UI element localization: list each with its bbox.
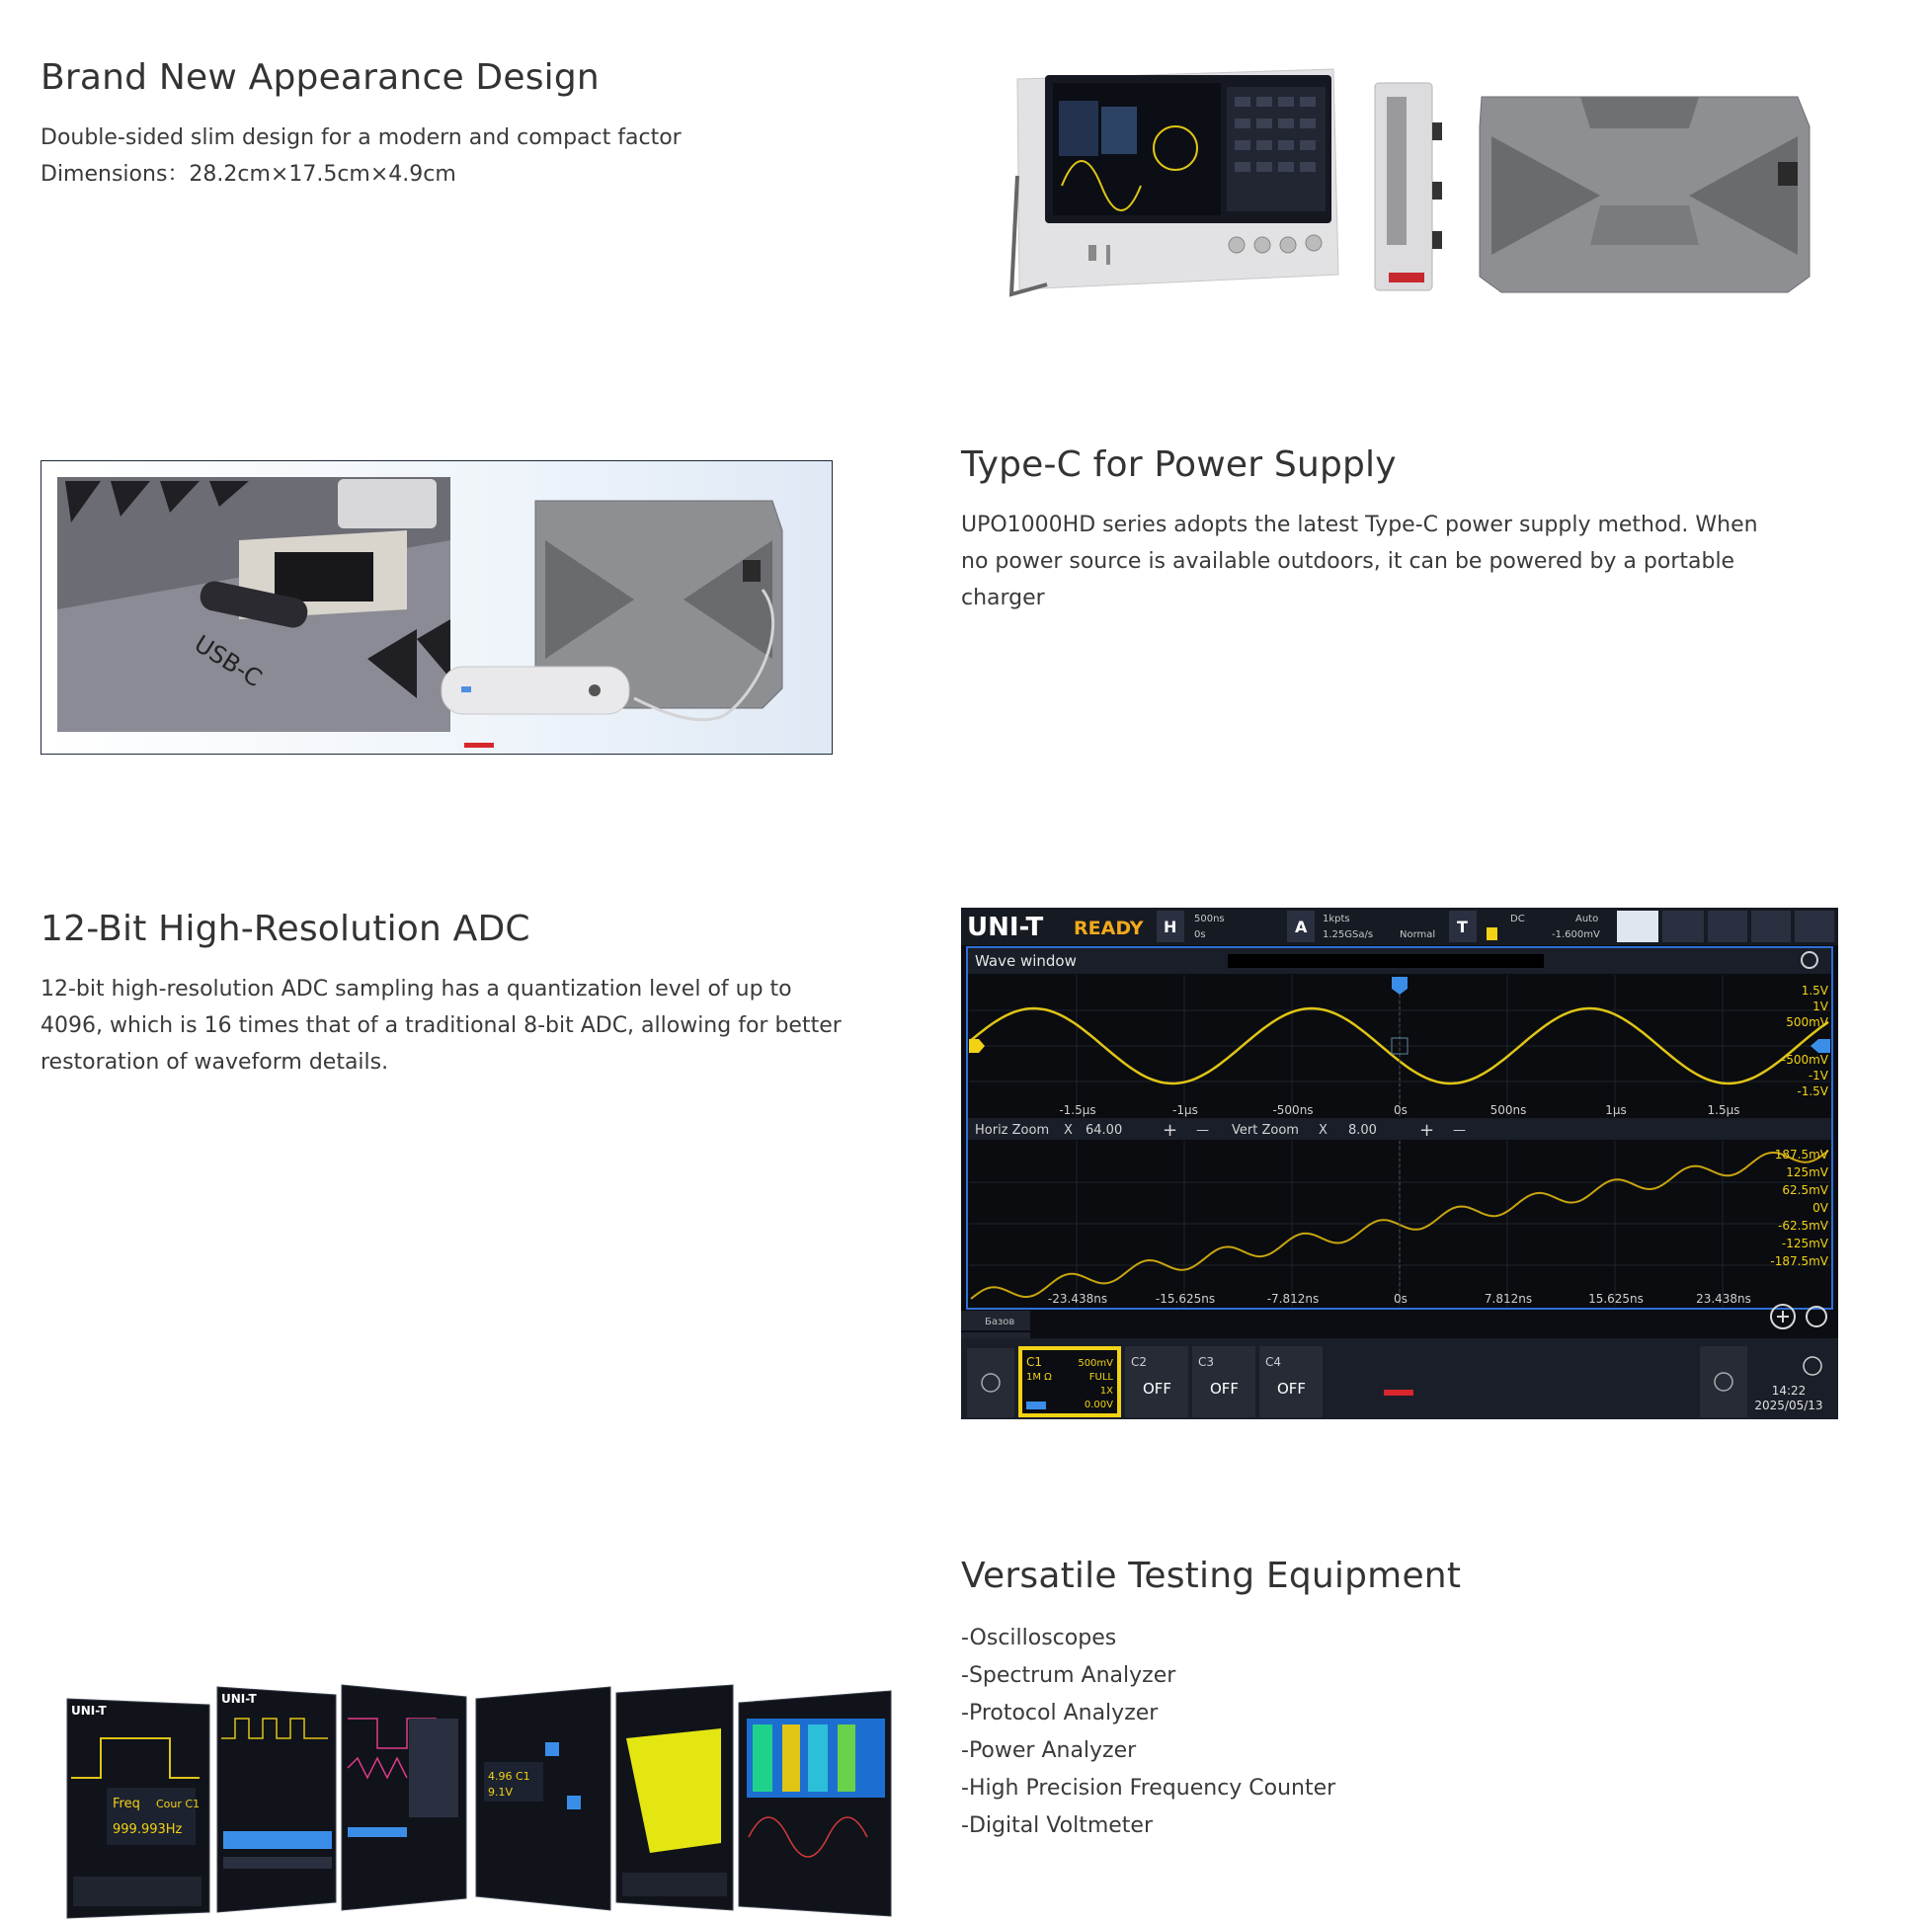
upper-x-ticks-0: -1.5μs xyxy=(1059,1103,1096,1117)
lower-y-ticks-1: 125mV xyxy=(1786,1165,1828,1179)
horiz-zoom-minus: — xyxy=(1196,1123,1209,1138)
device-views-image xyxy=(1007,57,1877,304)
lower-y-ticks-0: 187.5mV xyxy=(1774,1148,1828,1162)
collage-freq: Freq xyxy=(113,1797,140,1811)
c3-name: C3 xyxy=(1198,1355,1215,1369)
versatile-list xyxy=(961,1620,1335,1845)
typec-text xyxy=(961,507,1850,616)
slide-indicator-typec xyxy=(464,743,494,748)
upper-x-ticks-1: -1μs xyxy=(1172,1103,1198,1117)
scope-screen-svg xyxy=(961,908,1838,1419)
typec-image xyxy=(40,460,833,755)
appearance-text xyxy=(40,120,682,193)
usb-c-closeup xyxy=(57,477,450,732)
typec-title: Type-C for Power Supply xyxy=(961,444,1397,485)
collage-panel-2 xyxy=(217,1687,336,1912)
upper-y-ticks-3: -500mV xyxy=(1781,1053,1828,1067)
collage-panel-1 xyxy=(67,1699,209,1918)
c3-state: OFF xyxy=(1210,1380,1240,1398)
typec-line-1: UPO1000HD series adopts the latest Type-C power supply method. When xyxy=(961,513,1758,537)
appearance-line-1: Double-sided slim design for a modern and compact factor xyxy=(40,125,682,150)
vert-zoom-label: Vert Zoom xyxy=(1232,1123,1299,1138)
lower-y-ticks-2: 62.5mV xyxy=(1782,1183,1828,1197)
acq-depth: 1kpts xyxy=(1323,914,1350,924)
slide-indicator-adc xyxy=(1384,1390,1413,1396)
upper-y-ticks-4: -1V xyxy=(1808,1069,1828,1082)
brand-logo: UNI-T xyxy=(967,913,1044,942)
lower-x-ticks-5: 15.625ns xyxy=(1588,1292,1644,1306)
collage-panel-5 xyxy=(616,1685,733,1910)
trigger-label: T xyxy=(1457,918,1468,936)
upper-x-ticks-2: -500ns xyxy=(1272,1103,1314,1117)
upper-y-ticks-5: -1.5V xyxy=(1797,1084,1828,1098)
versatile-item-6: -Digital Voltmeter xyxy=(961,1813,1153,1838)
lower-x-ticks-6: 23.438ns xyxy=(1696,1292,1751,1306)
trig-mode: Auto xyxy=(1575,914,1599,924)
lower-x-ticks-4: 7.812ns xyxy=(1484,1292,1533,1306)
appearance-title: Brand New Appearance Design xyxy=(40,57,600,98)
collage-brand-2: UNI-T xyxy=(221,1692,257,1706)
upper-x-ticks-3: 0s xyxy=(1394,1103,1408,1117)
trig-coupling: DC xyxy=(1510,914,1525,924)
horiz-zoom-label: Horiz Zoom xyxy=(975,1123,1050,1138)
collage-panel-3 xyxy=(342,1685,466,1910)
device-back-view xyxy=(1480,97,1810,292)
upper-x-ticks-6: 1.5μs xyxy=(1707,1103,1740,1117)
upper-x-ticks-5: 1μs xyxy=(1605,1103,1627,1117)
device-side-view xyxy=(1375,83,1442,290)
vert-zoom-x: X xyxy=(1319,1123,1328,1138)
lower-x-ticks-1: -15.625ns xyxy=(1155,1292,1216,1306)
horiz-zoom-plus: + xyxy=(1163,1120,1178,1141)
adc-line-3: restoration of waveform details. xyxy=(40,1050,389,1075)
collage-voltage: 9.1V xyxy=(488,1786,514,1799)
c1-impedance: 1M Ω xyxy=(1026,1372,1052,1383)
clock-time: 14:22 xyxy=(1771,1384,1807,1398)
device-front-view xyxy=(1011,69,1338,294)
adc-title: 12-Bit High-Resolution ADC xyxy=(40,909,530,949)
versatile-item-4: -Power Analyzer xyxy=(961,1738,1137,1763)
lower-y-ticks-4: -62.5mV xyxy=(1778,1219,1828,1233)
c1-name: C1 xyxy=(1026,1355,1043,1369)
app-collage-image xyxy=(61,1679,899,1920)
vert-zoom-plus: + xyxy=(1419,1120,1435,1141)
usb-c-port-label: USB-C xyxy=(189,629,268,693)
device-with-powerbank xyxy=(442,501,782,720)
lower-y-ticks-6: -187.5mV xyxy=(1770,1254,1828,1268)
c4-state: OFF xyxy=(1277,1380,1307,1398)
collage-panel-4 xyxy=(476,1687,610,1910)
typec-line-3: charger xyxy=(961,586,1045,610)
clock-date: 2025/05/13 xyxy=(1754,1399,1823,1412)
horizontal-label: H xyxy=(1164,918,1177,936)
h-timebase: 500ns xyxy=(1194,914,1225,924)
h-offset: 0s xyxy=(1194,929,1206,940)
lower-y-ticks-5: -125mV xyxy=(1781,1237,1828,1250)
lower-x-ticks-0: -23.438ns xyxy=(1047,1292,1108,1306)
versatile-item-2: -Spectrum Analyzer xyxy=(961,1663,1176,1688)
acq-mode: Normal xyxy=(1400,929,1436,940)
c1-offset: 0.00V xyxy=(1084,1400,1113,1410)
status-ready: READY xyxy=(1074,918,1144,939)
collage-voltmeter: 4.96 C1 xyxy=(488,1770,530,1783)
upper-y-ticks-1: 1V xyxy=(1812,1000,1828,1013)
acq-rate: 1.25GSa/s xyxy=(1323,929,1374,940)
horiz-zoom-value: 64.00 xyxy=(1086,1123,1123,1138)
scope-screenshot xyxy=(961,908,1838,1419)
collage-counter: Cour C1 xyxy=(156,1798,201,1810)
c2-name: C2 xyxy=(1131,1355,1148,1369)
versatile-item-3: -Protocol Analyzer xyxy=(961,1701,1159,1725)
vert-zoom-minus: — xyxy=(1453,1123,1466,1138)
wave-window-label: Wave window xyxy=(975,952,1077,970)
upper-y-ticks-0: 1.5V xyxy=(1801,984,1828,998)
versatile-item-1: -Oscilloscopes xyxy=(961,1626,1117,1650)
upper-y-ticks-2: 500mV xyxy=(1786,1015,1828,1029)
lower-x-ticks-3: 0s xyxy=(1394,1292,1408,1306)
collage-panel-6 xyxy=(739,1691,891,1916)
horiz-zoom-x: X xyxy=(1064,1123,1073,1138)
upper-x-ticks-4: 500ns xyxy=(1489,1103,1527,1117)
adc-line-1: 12-bit high-resolution ADC sampling has a quantization level of up to xyxy=(40,977,792,1002)
adc-text xyxy=(40,971,929,1081)
lower-y-ticks-3: 0V xyxy=(1812,1201,1828,1215)
collage-brand-1: UNI-T xyxy=(71,1704,107,1718)
lower-x-ticks-2: -7.812ns xyxy=(1266,1292,1320,1306)
trig-level: -1.600mV xyxy=(1552,929,1600,940)
acquire-label: A xyxy=(1295,918,1308,936)
side-menu-basic: Базов xyxy=(985,1317,1015,1327)
collage-freq-value: 999.993Hz xyxy=(113,1822,183,1837)
c1-bandwidth: FULL xyxy=(1088,1372,1113,1383)
versatile-item-5: -High Precision Frequency Counter xyxy=(961,1776,1336,1801)
adc-line-2: 4096, which is 16 times that of a traditional 8-bit ADC, allowing for better xyxy=(40,1013,842,1038)
c1-scale: 500mV xyxy=(1078,1358,1113,1369)
typec-line-2: no power source is available outdoors, it can be powered by a portable xyxy=(961,549,1735,574)
appearance-line-2: Dimensions：28.2cm×17.5cm×4.9cm xyxy=(40,162,456,187)
c2-state: OFF xyxy=(1143,1380,1172,1398)
c4-name: C4 xyxy=(1265,1355,1282,1369)
versatile-title: Versatile Testing Equipment xyxy=(961,1556,1462,1596)
vert-zoom-value: 8.00 xyxy=(1348,1123,1377,1138)
c1-probe: 1X xyxy=(1099,1386,1113,1397)
